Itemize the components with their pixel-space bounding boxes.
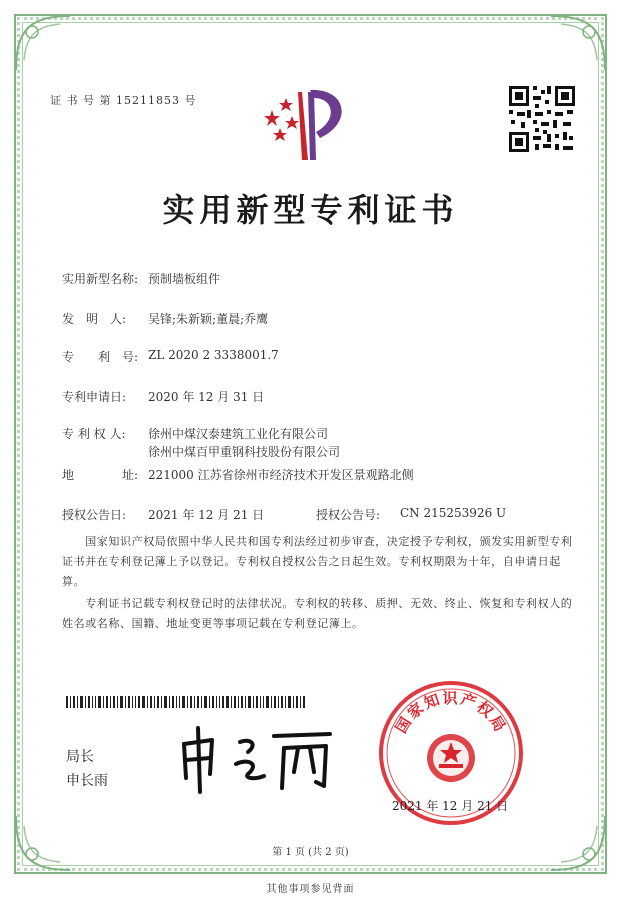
patent-office-logo: [258, 80, 368, 170]
qr-code: [507, 84, 577, 154]
seal-date: 2021 年 12 月 21 日: [392, 799, 509, 813]
grant-date-value: 2021 年 12 月 21 日: [148, 508, 265, 522]
handwritten-signature: [170, 718, 340, 798]
grant-number-value: CN 215253926 U: [400, 506, 507, 520]
address-value: 221000 江苏省徐州市经济技术开发区景观路北侧: [148, 468, 414, 482]
patentee-label: 专 利 权 人:: [62, 427, 126, 441]
inventor-value: 吴锋;朱新颖;董晨;乔鹰: [148, 312, 269, 326]
legal-status-statement: 专利证书记载专利权登记时的法律状况。专利权的转移、质押、无效、终止、恢复和专利权人的姓名或名称、国籍、地址变更等事项记载在专利登记簿上。: [62, 597, 573, 630]
corner-ornament-bottom-right: [541, 806, 611, 876]
grant-date-label: 授权公告日:: [62, 508, 127, 522]
patent-number-value: ZL 2020 2 3338001.7: [148, 348, 279, 362]
patentee-value-1: 徐州中煤汉泰建筑工业化有限公司: [148, 427, 329, 441]
grant-statement: 国家知识产权局依照中华人民共和国专利法经过初步审查，决定授予专利权，颁发实用新型专利证书并在专利登记簿上予以登记。专利权自授权公告之日起生效。专利权期限为十年，自申请日起算。: [62, 535, 573, 588]
corner-ornament-bottom-left: [10, 806, 80, 876]
patent-number-label: 专 利 号:: [62, 350, 139, 364]
svg-text:国家知识产权局: 国家知识产权局: [391, 688, 511, 737]
filing-date-value: 2020 年 12 月 31 日: [148, 390, 265, 404]
grant-number-label: 授权公告号:: [316, 508, 381, 522]
barcode: [66, 696, 306, 708]
patentee-value-2: 徐州中煤百甲重钢科技股份有限公司: [148, 445, 341, 459]
corner-ornament-top-left: [10, 10, 80, 80]
address-label: 地 址:: [62, 468, 139, 482]
inventor-label: 发 明 人:: [62, 312, 127, 326]
utility-model-name-label: 实用新型名称:: [62, 272, 139, 286]
certificate-number: 证 书 号 第 15211853 号: [50, 94, 197, 107]
utility-model-name-value: 预制墙板组件: [148, 272, 221, 286]
corner-ornament-top-right: [541, 10, 611, 80]
footer-note: 其他事项参见背面: [266, 884, 355, 895]
filing-date-label: 专利申请日:: [62, 390, 127, 404]
director-name: 申长雨: [66, 773, 108, 789]
certificate-title: 实用新型专利证书: [162, 191, 459, 229]
page-number: 第 1 页 (共 2 页): [272, 847, 349, 858]
director-title: 局长: [66, 749, 94, 765]
